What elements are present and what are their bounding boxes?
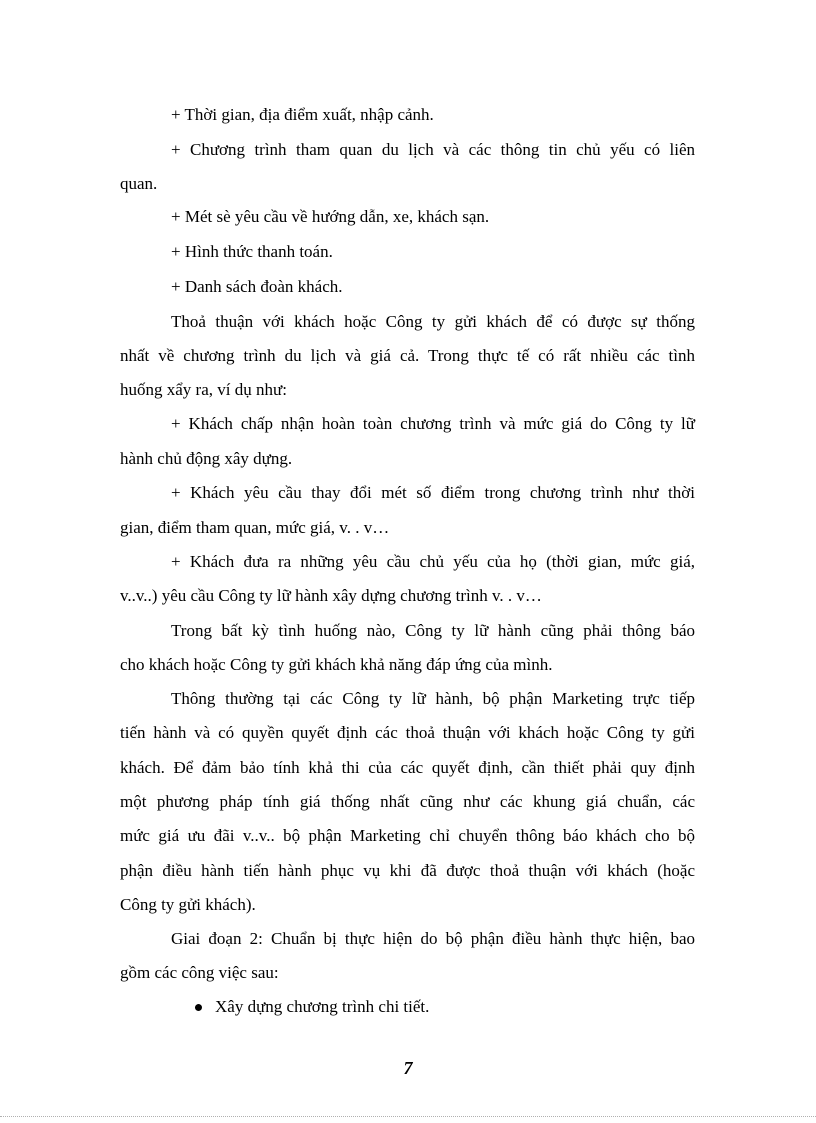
text-line: Giai đoạn 2: Chuẩn bị thực hiện do bộ phận điều hành thực hiện, bao (171, 929, 695, 948)
text-line: v..v..) yêu cầu Công ty lữ hành xây dựng chương trình v. . v… (120, 586, 542, 605)
text-line: tiến hành và có quyền quyết định các thoả thuận với khách hoặc Công ty gửi (120, 723, 695, 742)
text-line: huống xẩy ra, ví dụ như: (120, 380, 287, 399)
text-line: + Danh sách đoàn khách. (171, 277, 343, 296)
text-line: cho khách hoặc Công ty gửi khách khả năng đáp ứng của mình. (120, 655, 553, 674)
text-line: + Chương trình tham quan du lịch và các thông tin chủ yếu có liên (171, 140, 695, 159)
text-line: phận điều hành tiến hành phục vụ khi đã được thoả thuận với khách (hoặc (120, 861, 695, 880)
text-line: + Khách đưa ra những yêu cầu chủ yếu của họ (thời gian, mức giá, (171, 552, 695, 571)
text-line: + Khách yêu cầu thay đổi mét số điểm trong chương trình như thời (171, 483, 695, 502)
text-line: Thông thường tại các Công ty lữ hành, bộ phận Marketing trực tiếp (171, 689, 695, 708)
text-line: + Khách chấp nhận hoàn toàn chương trình và mức giá do Công ty lữ (171, 414, 695, 433)
text-line: quan. (120, 174, 158, 193)
bullet-icon (194, 1003, 203, 1012)
text-line: nhất về chương trình du lịch và giá cả. Trong thực tế có rất nhiều các tình (120, 346, 695, 365)
bullet-item-text: Xây dựng chương trình chi tiết. (215, 997, 430, 1016)
text-line: Thoả thuận với khách hoặc Công ty gửi khách để có được sự thống (171, 312, 695, 331)
text-line: mức giá ưu đãi v..v.. bộ phận Marketing chỉ chuyển thông báo khách cho bộ (120, 826, 695, 845)
text-line: gồm các công việc sau: (120, 963, 279, 982)
text-line: một phương pháp tính giá thống nhất cũng như các khung giá chuẩn, các (120, 792, 695, 811)
text-line: + Hình thức thanh toán. (171, 242, 333, 261)
text-line: hành chủ động xây dựng. (120, 449, 293, 468)
text-line: Trong bất kỳ tình huống nào, Công ty lữ hành cũng phải thông báo (171, 621, 695, 640)
text-line: Công ty gửi khách). (120, 895, 256, 914)
text-line: khách. Để đảm bảo tính khả thi của các quyết định, cần thiết phải quy định (120, 758, 695, 777)
footer-divider (0, 1116, 816, 1117)
text-line: + Thời gian, địa điểm xuất, nhập cảnh. (171, 105, 434, 124)
page-number: 7 (403, 1058, 413, 1078)
text-line: gian, điểm tham quan, mức giá, v. . v… (120, 518, 390, 537)
text-line: + Mét sè yêu cầu về hướng dẫn, xe, khách sạn. (171, 207, 490, 226)
